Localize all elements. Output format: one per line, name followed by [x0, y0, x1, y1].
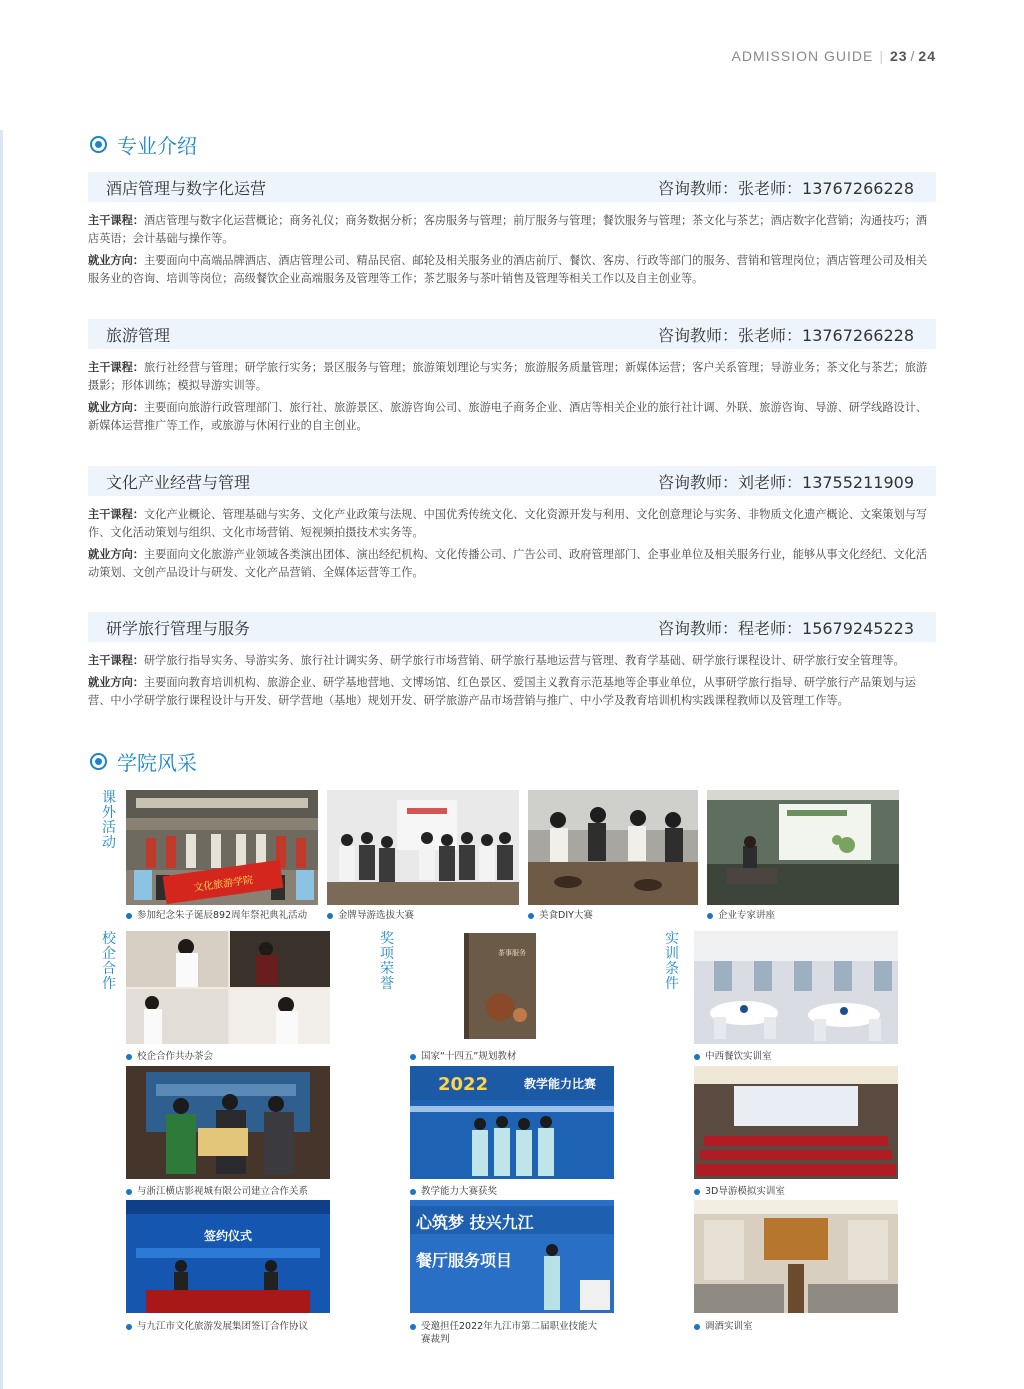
bullet-dot-icon [126, 1054, 132, 1060]
contest-year: 2022 [438, 1074, 489, 1095]
bullet-dot-icon [126, 1324, 132, 1330]
bullet-dot-icon [410, 1324, 416, 1330]
major-courses: 主干课程：酒店管理与数字化运营概论；商务礼仪；商务数据分析；客房服务与管理；前厅服务与管理；餐饮服务与管理；茶文化与茶艺；酒店数字化营销；沟通技巧；酒店英语；会计基础与操作等。 [88, 214, 928, 245]
contest-title: 教学能力比赛 [523, 1077, 597, 1091]
major-block [88, 319, 936, 435]
admission-guide-label: ADMISSION GUIDE [731, 48, 874, 64]
caption: 教学能力大赛获奖 [410, 1185, 614, 1198]
majors-section-title: 专业介绍 [90, 130, 197, 159]
major-courses: 主干课程：旅行社经营与管理；研学旅行实务；景区服务与管理；旅游策划理论与实务；旅游服务质量管理；新媒体运营；客户关系管理；导游业务；茶文化与茶艺；旅游摄影；形体训练；模拟导游实训等。 [88, 361, 928, 392]
major-name: 文化产业经营与管理 [106, 472, 251, 492]
major-contact: 咨询教师：张老师：13767266228 [658, 178, 914, 198]
caption: 与九江市文化旅游发展集团签订合作协议 [126, 1320, 336, 1333]
major-courses: 主干课程：文化产业概论、管理基础与实务、文化产业政策与法规、中国优秀传统文化、文化资源开发与利用、文化创意理论与实务、非物质文化遗产概论、文案策划与写作、文化活动策划与组织、文化市场营销、短视频拍摄技术实务等。 [88, 508, 928, 539]
photo-skills-referee [410, 1200, 614, 1313]
bullet-dot-icon [327, 913, 333, 919]
bullet-dot-icon [126, 913, 132, 919]
major-header-bar [88, 612, 936, 642]
major-jobs: 就业方向：主要面向中高端品牌酒店、酒店管理公司、精品民宿、邮轮及相关服务业的酒店前厅、餐饮、客房、行政等部门的服务、营销和管理岗位；酒店管理公司及相关服务业的咨询、培训等岗位；高级餐饮企业高端服务及管理等工作；茶艺服务与茶叶销售及管理等相关工作以及自主创业等。 [88, 254, 928, 285]
circle-bullet-icon [90, 136, 107, 153]
major-contact: 咨询教师：刘老师：13755211909 [658, 472, 914, 492]
page-total: 24 [918, 48, 936, 64]
caption: 校企合作共办茶会 [126, 1050, 330, 1063]
skills-line1: 心筑梦 技兴九江 [416, 1213, 534, 1232]
label-facilities: 实训条件 [665, 931, 679, 992]
photo-expert-lecture [707, 790, 899, 905]
page-sep: / [910, 48, 916, 64]
major-block [88, 172, 936, 288]
bullet-dot-icon [707, 913, 713, 919]
major-jobs: 就业方向：主要面向教育培训机构、旅游企业、研学基地营地、文博场馆、红色景区、爱国主义教育示范基地等企事业单位，从事研学旅行指导、研学旅行产品策划与运营、中小学研学旅行课程设计与开发、研学营地（基地）规划开发、研学旅游产品市场营销与推广、中小学及教育培训机构实践课程教师以及管理工作等。 [88, 676, 916, 707]
caption: 3D导游模拟实训室 [694, 1185, 898, 1198]
caption: 企业专家讲座 [707, 909, 897, 922]
caption: 受邀担任2022年九江市第二届职业技能大赛裁判 [410, 1320, 600, 1346]
photo-dining-room [694, 931, 898, 1044]
bullet-dot-icon [528, 913, 534, 919]
caption: 调酒实训室 [694, 1320, 898, 1333]
photo-teaching-contest [410, 1066, 614, 1179]
photo-guide-contest [327, 790, 519, 905]
style-section-title: 学院风采 [90, 747, 197, 776]
caption: 与浙江横店影视城有限公司建立合作关系 [126, 1185, 336, 1198]
bullet-dot-icon [694, 1054, 700, 1060]
major-block [88, 466, 936, 582]
circle-bullet-icon [90, 753, 107, 770]
page-current: 23 [889, 48, 908, 64]
major-contact: 咨询教师：张老师：13767266228 [658, 325, 914, 345]
photo-3d-room [694, 1066, 898, 1179]
major-block [88, 612, 936, 710]
skills-line2: 餐厅服务项目 [416, 1251, 513, 1270]
bullet-dot-icon [694, 1189, 700, 1195]
signing-text: 签约仪式 [203, 1229, 253, 1243]
major-jobs: 就业方向：主要面向文化旅游产业领域各类演出团体、演出经纪机构、文化传播公司、广告公司、政府管理部门、企事业单位及相关服务行业，能够从事文化经纪、文化活动策划、文创产品设计与研发、文化产品营销、全媒体运营等工作。 [88, 548, 928, 579]
caption: 美食DIY大赛 [528, 909, 698, 922]
major-header-bar [88, 319, 936, 349]
caption: 国家“十四五”规划教材 [410, 1050, 614, 1063]
major-contact: 咨询教师：程老师：15679245223 [658, 618, 914, 638]
major-name: 酒店管理与数字化运营 [106, 178, 267, 198]
photo-tea-party [126, 931, 330, 1044]
caption: 金牌导游选拔大赛 [327, 909, 517, 922]
major-header-bar [88, 172, 936, 202]
label-awards: 奖项荣誉 [380, 931, 394, 992]
major-name: 旅游管理 [106, 325, 171, 345]
page-header: ADMISSION GUIDE | 23 / 24 [731, 48, 936, 64]
caption: 中西餐饮实训室 [694, 1050, 898, 1063]
caption: 参加纪念朱子诞辰892周年祭祀典礼活动 [126, 909, 326, 922]
major-header-bar [88, 466, 936, 496]
photo-textbook [462, 931, 540, 1043]
bullet-dot-icon [694, 1324, 700, 1330]
label-activities: 课外活动 [102, 790, 116, 851]
photo-signing [126, 1200, 330, 1313]
major-courses: 主干课程：研学旅行指导实务、导游实务、旅行社计调实务、研学旅行市场营销、研学旅行基地运营与管理、教育学基础、研学旅行课程设计、研学旅行安全管理等。 [88, 654, 905, 667]
banner-text: 文化旅游学院 [192, 874, 254, 895]
bullet-dot-icon [410, 1189, 416, 1195]
photo-ceremony [126, 790, 318, 905]
page-edge-bar [0, 130, 3, 1389]
major-name: 研学旅行管理与服务 [106, 618, 251, 638]
photo-food-diy [528, 790, 698, 905]
major-jobs: 就业方向：主要面向旅游行政管理部门、旅行社、旅游景区、旅游咨询公司、旅游电子商务企业、酒店等相关企业的旅行社计调、外联、旅游咨询、导游、研学线路设计、新媒体运营推广等工作，或旅游与休闲行业的自主创业。 [88, 401, 928, 432]
bullet-dot-icon [410, 1054, 416, 1060]
photo-bar-room [694, 1200, 898, 1313]
label-cooperation: 校企合作 [102, 931, 116, 992]
bullet-dot-icon [126, 1189, 132, 1195]
photo-hengdian-cooperation [126, 1066, 330, 1179]
book-title: 茶事服务 [498, 949, 526, 957]
